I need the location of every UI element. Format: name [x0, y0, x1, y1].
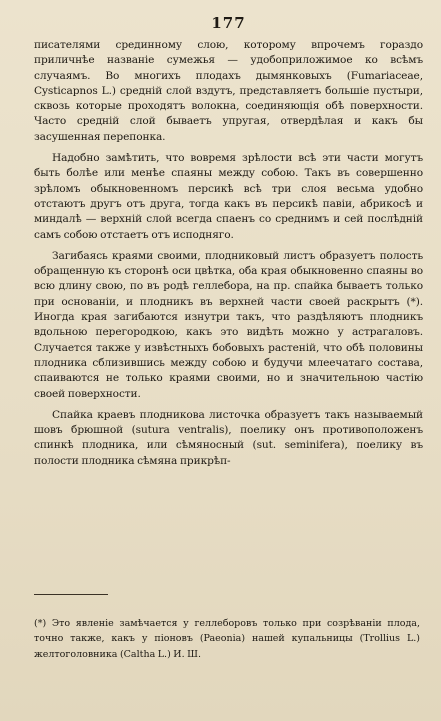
- footnote-divider: [34, 594, 108, 595]
- page-number: 177: [211, 14, 246, 32]
- paragraph-2: Надобно замѣтить, что вовремя зрѣлости всѣ эти части могутъ быть болѣе или менѣе спаяны между собою. Такъ въ совершенно зрѣломъ обыкновенномъ персикѣ всѣ три слоя весьма удобно отстаютъ другъ отъ друга, тогда какъ въ персикѣ павіи, абрикосѣ и миндалѣ — верхній слой всегда спаенъ со среднимъ и сей послѣдній самъ собою отстаетъ отъ исподняго.: [34, 152, 423, 241]
- paragraph-3: Загибаясь краями своими, плодниковый листъ образуетъ полость обращенную къ сторонѣ оси цвѣтка, оба края обыкновенно спаяны во всю длину свою, по въ родѣ геллебора, на пр. спайка бываетъ только при основаніи, и плодникъ въ верхней части своей раскрытъ (*). Иногда края загибаются изнутри такъ, что раздѣляютъ плодникъ вдольною перегородкою, какъ это видѣть можно у астрагаловъ. Случается также у извѣстныхъ бобовыхъ растеній, что обѣ половины плодника сблизившись между собою и будучи млеечатаго состава, спаиваются не только краями своими, но и значительною частію своей поверхности.: [34, 249, 423, 400]
- paragraph-1: писателями срединному слою, которому впрочемъ гораздо приличнѣе названіе сумежья — удобоприложимое ко всѣмъ случаямъ. Во многихъ плодахъ дымянковыхъ (Fumariaceae, Cysticapnos L.) средній слой вздутъ, представляетъ большіе пустыри, сквозь которые проходятъ волокна, соединяющія обѣ поверхности. Часто средній слой бываетъ упругая, отвердѣлая и какъ бы засушенная перепонка.: [34, 39, 423, 143]
- footnote: (*) Это явленіе замѣчается у геллеборовъ только при созрѣваніи плода, точно также, какъ у піоновъ (Paeonia) нашей купальницы (Trollius L.) желтоголовника (Caltha L.) И. Ш.: [34, 617, 420, 660]
- paragraph-4: Спайка краевъ плодникова листочка образуетъ такъ называемый шовъ брюшной (sutura ventralis), поелику онъ противоположенъ спинкѣ плодника, или сѣмяносный (sut. seminifera), поелику въ полости плодника сѣмяна прикрѣп-: [34, 408, 423, 467]
